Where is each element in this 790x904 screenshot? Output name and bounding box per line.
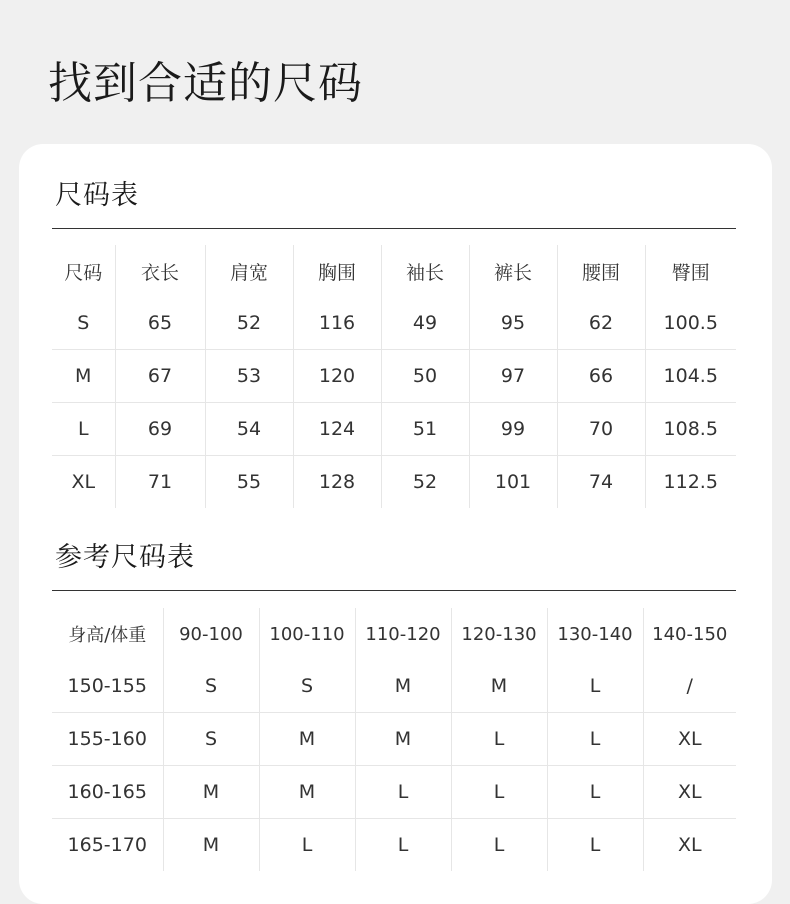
table-cell: 150-155 bbox=[52, 660, 163, 713]
table-cell: L bbox=[547, 660, 643, 713]
table-cell: 128 bbox=[293, 456, 381, 509]
table-cell: 99 bbox=[469, 403, 557, 456]
table-cell: 100.5 bbox=[645, 297, 736, 350]
reference-chart-title: 参考尺码表 bbox=[55, 542, 195, 573]
table-cell: 155-160 bbox=[52, 713, 163, 766]
table-cell: L bbox=[52, 403, 115, 456]
table-row bbox=[52, 297, 736, 350]
table-cell: M bbox=[451, 660, 547, 713]
table-cell: 50 bbox=[381, 350, 469, 403]
table-cell: L bbox=[451, 819, 547, 872]
table-cell: 160-165 bbox=[52, 766, 163, 819]
table-cell: L bbox=[355, 819, 451, 872]
header-weight-range: 110-120 bbox=[355, 608, 451, 660]
table-cell: 66 bbox=[557, 350, 645, 403]
table-cell: S bbox=[163, 660, 259, 713]
table-cell: L bbox=[451, 713, 547, 766]
table-row bbox=[52, 713, 736, 766]
table-cell: M bbox=[259, 713, 355, 766]
size-chart-title: 尺码表 bbox=[55, 180, 139, 211]
table-cell: M bbox=[355, 713, 451, 766]
header-weight-range: 140-150 bbox=[643, 608, 736, 660]
table-cell: 62 bbox=[557, 297, 645, 350]
table-cell: 124 bbox=[293, 403, 381, 456]
table-cell: M bbox=[355, 660, 451, 713]
table-cell: S bbox=[259, 660, 355, 713]
size-chart-table bbox=[52, 245, 736, 508]
table-cell: XL bbox=[643, 766, 736, 819]
header-size: 尺码 bbox=[64, 261, 103, 284]
page-title: 找到合适的尺码 bbox=[48, 58, 363, 109]
table-cell: XL bbox=[643, 713, 736, 766]
table-cell: 101 bbox=[469, 456, 557, 509]
table-row bbox=[52, 660, 736, 713]
header-weight-range: 120-130 bbox=[451, 608, 547, 660]
table-cell: 70 bbox=[557, 403, 645, 456]
size-card bbox=[19, 144, 772, 904]
header-weight-range: 90-100 bbox=[163, 608, 259, 660]
table-cell: 52 bbox=[205, 297, 293, 350]
table-cell: 120 bbox=[293, 350, 381, 403]
table-cell: M bbox=[259, 766, 355, 819]
table-cell: 97 bbox=[469, 350, 557, 403]
table-cell: L bbox=[259, 819, 355, 872]
table-cell: M bbox=[163, 819, 259, 872]
header-weight-range: 130-140 bbox=[547, 608, 643, 660]
table-cell: XL bbox=[643, 819, 736, 872]
table-row bbox=[52, 350, 736, 403]
header-chest: 胸围 bbox=[293, 245, 381, 297]
header-weight-range: 100-110 bbox=[259, 608, 355, 660]
table-cell: 53 bbox=[205, 350, 293, 403]
table-row bbox=[52, 456, 736, 509]
table-cell: 116 bbox=[293, 297, 381, 350]
table-header-row bbox=[52, 608, 736, 660]
table-cell: L bbox=[547, 713, 643, 766]
header-sleeve: 袖长 bbox=[381, 245, 469, 297]
header-length: 衣长 bbox=[115, 245, 205, 297]
table-cell: 71 bbox=[115, 456, 205, 509]
header-height-weight: 身高/体重 bbox=[68, 625, 147, 646]
table-cell: / bbox=[643, 660, 736, 713]
table-cell: S bbox=[163, 713, 259, 766]
header-hip: 臀围 bbox=[645, 245, 736, 297]
table-cell: 49 bbox=[381, 297, 469, 350]
table-cell: L bbox=[355, 766, 451, 819]
header-shoulder: 肩宽 bbox=[205, 245, 293, 297]
table-cell: 52 bbox=[381, 456, 469, 509]
table-cell: 54 bbox=[205, 403, 293, 456]
table-row bbox=[52, 403, 736, 456]
table-cell: 51 bbox=[381, 403, 469, 456]
table-cell: 74 bbox=[557, 456, 645, 509]
table-cell: M bbox=[52, 350, 115, 403]
table-cell: M bbox=[163, 766, 259, 819]
table-cell: 67 bbox=[115, 350, 205, 403]
table-cell: 65 bbox=[115, 297, 205, 350]
table-cell: 69 bbox=[115, 403, 205, 456]
table-cell: S bbox=[52, 297, 115, 350]
table-cell: 165-170 bbox=[67, 834, 147, 856]
header-pants-length: 裤长 bbox=[469, 245, 557, 297]
reference-chart-table bbox=[52, 608, 736, 871]
table-cell: XL bbox=[71, 471, 96, 493]
table-row bbox=[52, 766, 736, 819]
header-waist: 腰围 bbox=[557, 245, 645, 297]
reference-chart-divider bbox=[52, 590, 736, 591]
table-cell: 104.5 bbox=[645, 350, 736, 403]
table-cell: 95 bbox=[469, 297, 557, 350]
table-cell: L bbox=[547, 819, 643, 872]
table-cell: 55 bbox=[205, 456, 293, 509]
table-cell: 108.5 bbox=[645, 403, 736, 456]
size-chart-divider bbox=[52, 228, 736, 229]
table-cell: 112.5 bbox=[645, 456, 736, 509]
table-cell: L bbox=[547, 766, 643, 819]
table-cell: L bbox=[451, 766, 547, 819]
table-header-row bbox=[52, 245, 736, 297]
